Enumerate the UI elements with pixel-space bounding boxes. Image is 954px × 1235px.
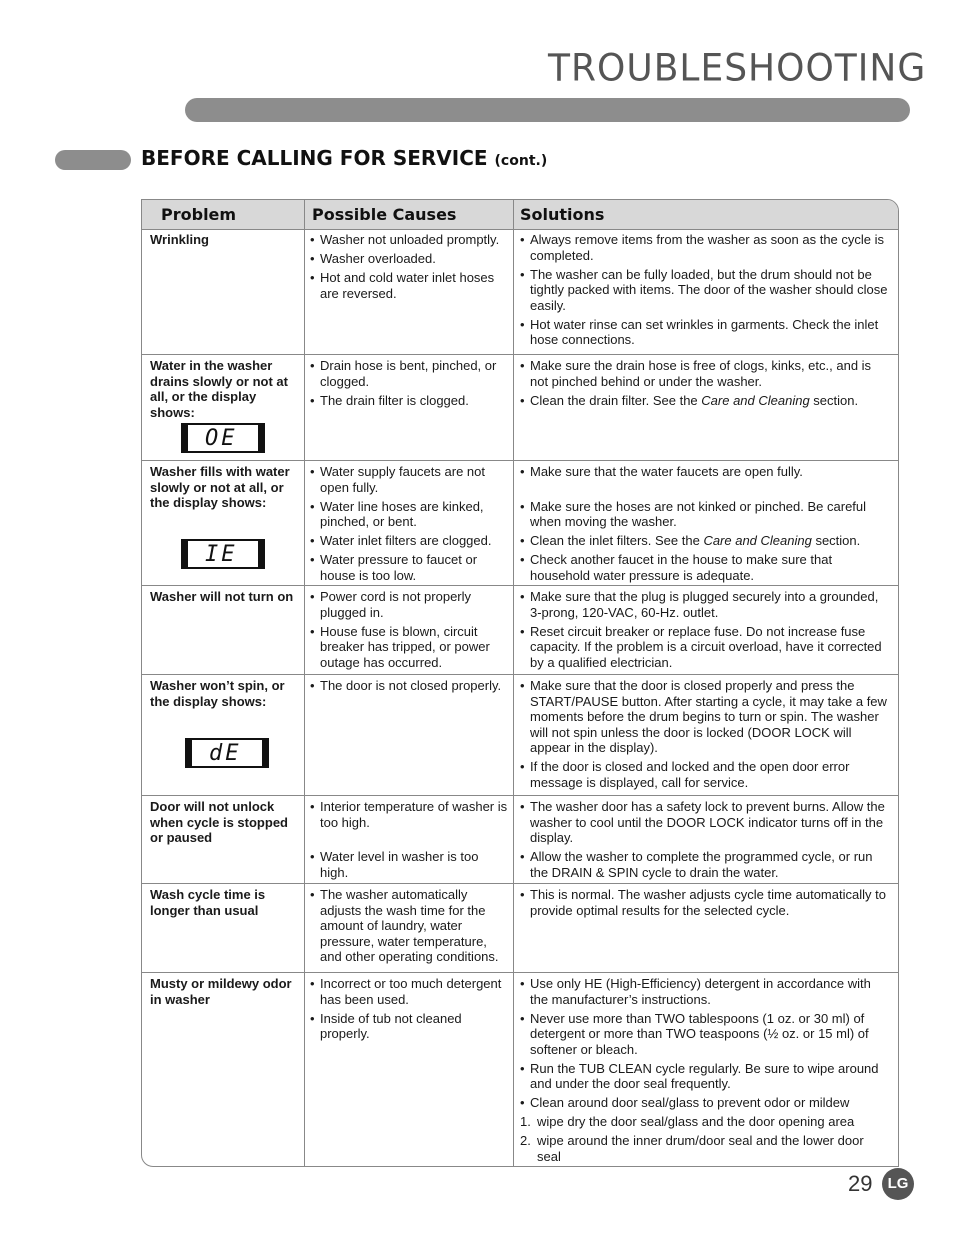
display-readout <box>181 423 265 453</box>
solution-item: • Always remove items from the washer as soon as the cycle is completed. <box>519 232 891 263</box>
solution-item: • Clean around door seal/glass to prevent odor or mildew <box>519 1095 891 1111</box>
solution-item: • Use only HE (High-Efficiency) detergent in accordance with the manufacturer’s instructions. <box>519 976 891 1007</box>
solutions-cell <box>519 464 891 587</box>
display-readout <box>181 539 265 569</box>
numbered-step: 1. wipe dry the door seal/glass and the door opening area <box>519 1114 891 1130</box>
lg-logo-icon: LG <box>882 1168 914 1200</box>
cause-item: • Power cord is not properly plugged in. <box>309 589 509 620</box>
table-row <box>142 460 898 585</box>
table-row <box>142 354 898 460</box>
cause-item: • Water level in washer is too high. <box>309 849 509 880</box>
solution-item: • This is normal. The washer adjusts cycle time automatically to provide optimal results for the selected cycle. <box>519 887 891 918</box>
causes-cell <box>309 976 509 1045</box>
display-code: dE <box>209 741 242 766</box>
cause-item: • The door is not closed properly. <box>309 678 509 694</box>
causes-cell <box>309 887 509 968</box>
page-number: 29 <box>848 1171 873 1196</box>
solution-item: • Clean the inlet filters. See the Care and Cleaning section. <box>519 533 891 549</box>
solution-item: • Check another faucet in the house to make sure that household water pressure is adequate. <box>519 552 891 583</box>
troubleshooting-table <box>141 199 899 1167</box>
causes-cell <box>309 464 509 587</box>
cause-item: • The washer automatically adjusts the wash time for the amount of laundry, water pressure, water temperature, and other operating conditions. <box>309 887 509 965</box>
cause-item: • Water supply faucets are not open fully. <box>309 464 509 495</box>
table-row <box>142 585 898 674</box>
table-row <box>142 883 898 972</box>
solution-item: • Make sure the drain hose is free of clogs, kinks, etc., and is not pinched behind or under the washer. <box>519 358 891 389</box>
cause-item: • Water line hoses are kinked, pinched, or bent. <box>309 499 509 530</box>
solution-item: • Clean the drain filter. See the Care and Cleaning section. <box>519 393 891 409</box>
solution-item: • Run the TUB CLEAN cycle regularly. Be sure to wipe around and under the door seal frequently. <box>519 1061 891 1092</box>
cause-item: • Washer overloaded. <box>309 251 509 267</box>
problem-text: Wash cycle time is longer than usual <box>150 887 266 918</box>
solutions-cell <box>519 976 891 1167</box>
title-bar-decoration <box>185 98 910 122</box>
display-code: OE <box>205 426 238 451</box>
problem-text: Washer will not turn on <box>150 589 294 604</box>
causes-cell <box>309 799 509 884</box>
solution-item: • The washer can be fully loaded, but the drum should not be tightly packed with items. The door of the washer should close easily. <box>519 267 891 314</box>
numbered-step: 2. wipe around the inner drum/door seal and the lower door seal <box>519 1133 891 1164</box>
cause-item: • Interior temperature of washer is too high. <box>309 799 509 830</box>
solutions-cell <box>519 887 891 922</box>
causes-cell <box>309 678 509 697</box>
problem-text: Washer won’t spin, or the display shows: <box>150 678 285 709</box>
table-row <box>142 674 898 795</box>
display-code: IE <box>205 542 238 567</box>
cause-item: • Washer not unloaded promptly. <box>309 232 509 248</box>
problem-text: Water in the washer drains slowly or not at all, or the display shows: <box>150 358 288 420</box>
solutions-cell <box>519 589 891 674</box>
problem-text: Musty or mildewy odor in washer <box>150 976 292 1007</box>
cause-item: • Inside of tub not cleaned properly. <box>309 1011 509 1042</box>
header-causes: Possible Causes <box>312 205 457 224</box>
solution-item: • The washer door has a safety lock to prevent burns. Allow the washer to cool until the DOOR LOCK indicator turns off in the display. <box>519 799 891 846</box>
causes-cell <box>309 232 509 305</box>
cause-item: • Water inlet filters are clogged. <box>309 533 509 549</box>
solution-item: • If the door is closed and locked and the open door error message is displayed, call for service. <box>519 759 891 790</box>
section-title: BEFORE CALLING FOR SERVICE <box>141 146 488 170</box>
header-problem: Problem <box>161 205 237 224</box>
solution-item: • Allow the washer to complete the programmed cycle, or run the DRAIN & SPIN cycle to drain the water. <box>519 849 891 880</box>
section-heading <box>141 146 547 170</box>
problem-text: Washer fills with water slowly or not at all, or the display shows: <box>150 464 290 511</box>
solution-item: • Make sure the hoses are not kinked or pinched. Be careful when moving the washer. <box>519 499 891 530</box>
cause-item: • Water pressure to faucet or house is too low. <box>309 552 509 583</box>
solutions-cell <box>519 799 891 884</box>
header-solutions: Solutions <box>520 205 605 224</box>
page-title: TROUBLESHOOTING <box>548 46 927 91</box>
section-cont: (cont.) <box>494 153 548 169</box>
section-pill-decoration <box>55 150 131 170</box>
solution-item: • Hot water rinse can set wrinkles in garments. Check the inlet hose connections. <box>519 317 891 348</box>
cause-item: • Incorrect or too much detergent has been used. <box>309 976 509 1007</box>
cause-item: • The drain filter is clogged. <box>309 393 509 409</box>
cause-item: • Drain hose is bent, pinched, or clogged. <box>309 358 509 389</box>
solutions-cell <box>519 358 891 412</box>
table-row <box>142 229 898 354</box>
causes-cell <box>309 589 509 674</box>
solutions-cell <box>519 232 891 351</box>
solution-item: • Make sure that the door is closed properly and press the START/PAUSE button. After starting a cycle, it may take a few moments before the drum begins to turn or spin. The washer will not spin unless the door is locked (DOOR LOCK will appear in the display). <box>519 678 891 756</box>
cause-item: • House fuse is blown, circuit breaker has tripped, or power outage has occurred. <box>309 624 509 671</box>
display-readout <box>185 738 269 768</box>
solution-item: • Reset circuit breaker or replace fuse. Do not increase fuse capacity. If the problem is a circuit overload, have it corrected by a qualified electrician. <box>519 624 891 671</box>
causes-cell <box>309 358 509 412</box>
table-header <box>142 200 898 230</box>
table-row <box>142 795 898 883</box>
problem-text: Door will not unlock when cycle is stopped or paused <box>150 799 288 846</box>
problem-text: Wrinkling <box>150 232 209 247</box>
table-row <box>142 972 898 1167</box>
solutions-cell <box>519 678 891 794</box>
solution-item: • Never use more than TWO tablespoons (1 oz. or 30 ml) of detergent or more than TWO teaspoons (½ oz. or 15 ml) of softener or bleach. <box>519 1011 891 1058</box>
cause-item: • Hot and cold water inlet hoses are reversed. <box>309 270 509 301</box>
solution-item: • Make sure that the water faucets are open fully. <box>519 464 891 480</box>
solution-item: • Make sure that the plug is plugged securely into a grounded, 3-prong, 120-VAC, 60-Hz. outlet. <box>519 589 891 620</box>
